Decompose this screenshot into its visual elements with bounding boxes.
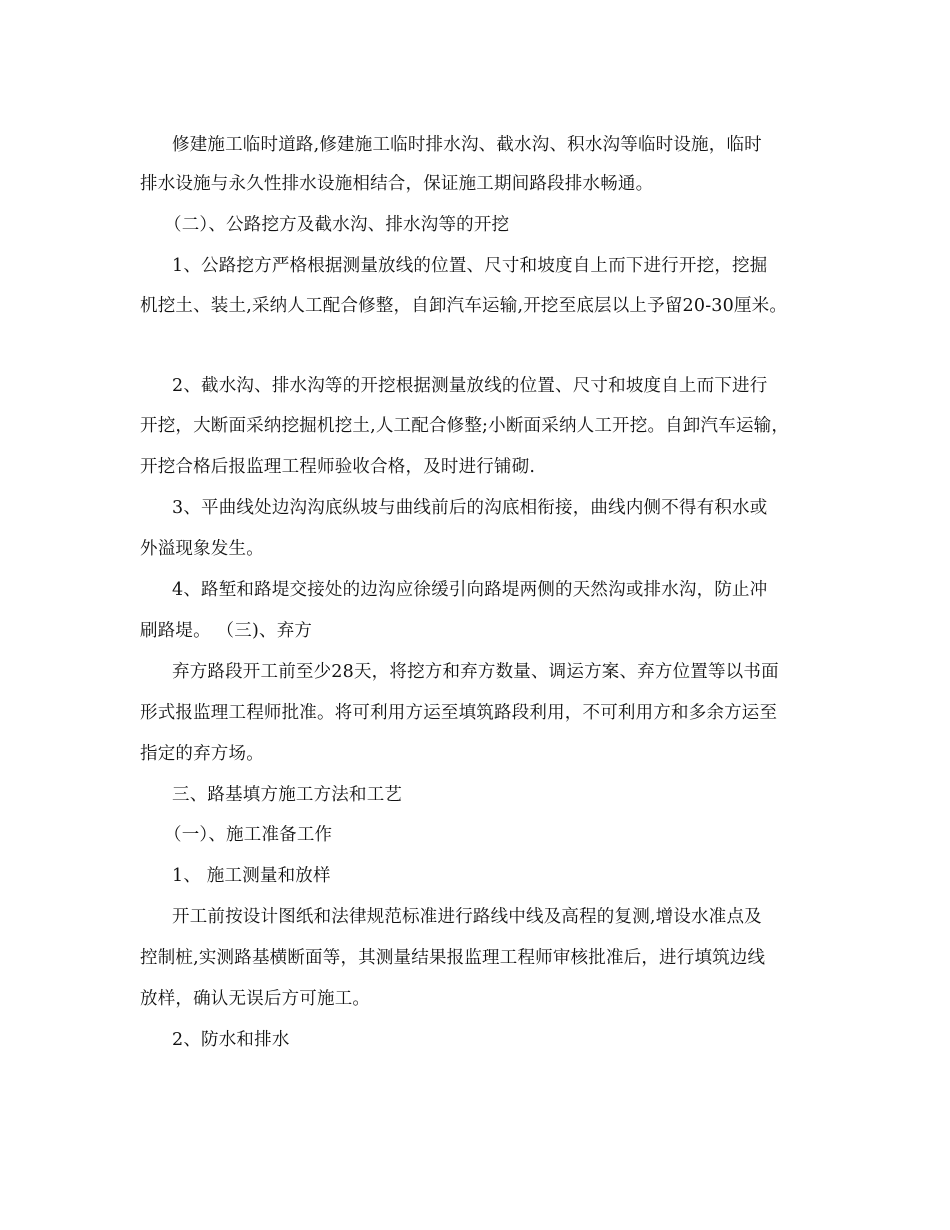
text-line: 刷路堤。 （三)、弃方 [140, 621, 313, 641]
text-line: 控制桩,实测路基横断面等，其测量结果报监理工程师审核批准后，进行填筑边线 [140, 948, 766, 968]
text-line: 开工前按设计图纸和法律规范标准进行路线中线及高程的复测,增设水准点及 [172, 907, 762, 927]
section-heading: （二）、公路挖方及截水沟、排水沟等的开挖 [164, 215, 510, 235]
text-line: 4、路堑和路堤交接处的边沟应徐缓引向路堤两侧的天然沟或排水沟，防止冲 [172, 580, 768, 600]
section-heading: 三、路基填方施工方法和工艺 [172, 785, 403, 805]
text-line: 3、平曲线处边沟沟底纵坡与曲线前后的沟底相衔接，曲线内侧不得有积水或 [172, 498, 768, 518]
text-line: 修建施工临时道路,修建施工临时排水沟、截水沟、积水沟等临时设施，临时 [172, 135, 762, 155]
text-line: 弃方路段开工前至少28天，将挖方和弃方数量、调运方案、弃方位置等以书面 [172, 662, 779, 682]
text-line: 开挖，大断面采纳挖掘机挖土,人工配合修整;小断面采纳人工开挖。自卸汽车运输， [140, 416, 790, 436]
section-heading: （一）、施工准备工作 [164, 825, 333, 845]
text-line: 形式报监理工程师批准。将可利用方运至填筑路段利用，不可利用方和多余方运至 [140, 703, 778, 723]
text-line: 2、截水沟、排水沟等的开挖根据测量放线的位置、尺寸和坡度自上而下进行 [172, 376, 768, 396]
section-heading: 1、 施工测量和放样 [172, 866, 331, 886]
text-line: 排水设施与永久性排水设施相结合，保证施工期间路段排水畅通。 [140, 174, 654, 194]
text-line: 指定的弃方场。 [140, 744, 264, 764]
text-line: 开挖合格后报监理工程师验收合格，及时进行铺砌. [140, 457, 536, 477]
text-line: 放样，确认无误后方可施工。 [140, 989, 371, 1009]
text-line: 外溢现象发生。 [140, 539, 264, 559]
section-heading: 2、防水和排水 [172, 1030, 290, 1050]
text-line: 机挖土、装土,采纳人工配合修整，自卸汽车运输,开挖至底层以上予留20-30厘米。 [140, 296, 788, 316]
text-line: 1、公路挖方严格根据测量放线的位置、尺寸和坡度自上而下进行开挖，挖掘 [172, 256, 768, 276]
